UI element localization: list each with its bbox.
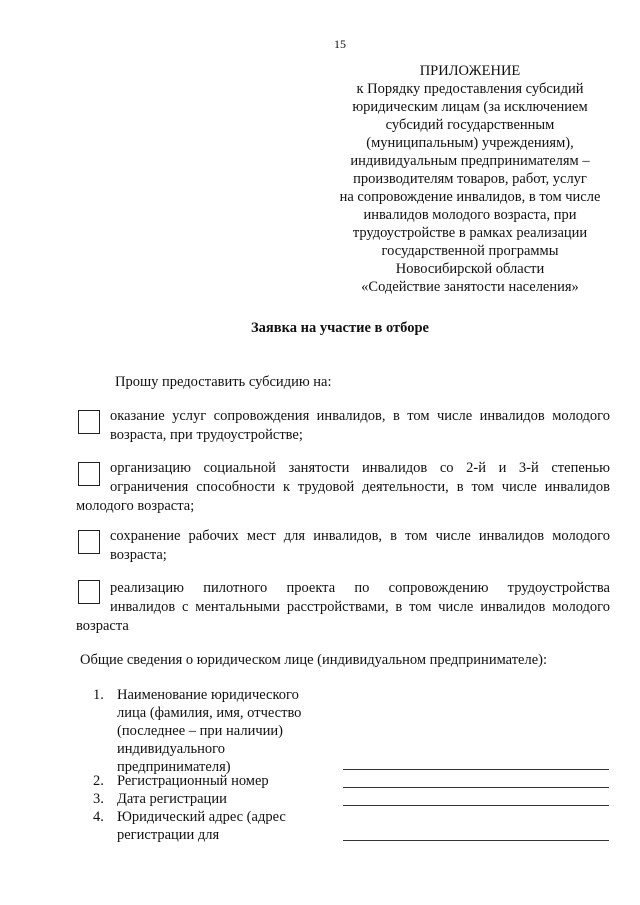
option-4-text	[78, 579, 610, 636]
appendix-line: Новосибирской области	[395, 261, 545, 277]
appendix-line: (муниципальным) учреждениям),	[366, 135, 574, 151]
item-1-answer-line[interactable]	[343, 769, 609, 770]
item-4-line: регистрации для	[117, 827, 220, 843]
item-2-number: 2.	[93, 773, 104, 789]
appendix-block	[330, 62, 610, 296]
item-4	[93, 808, 317, 844]
option-1-text	[78, 407, 610, 445]
item-3-line: Дата регистрации	[117, 791, 227, 807]
appendix-line: инвалидов молодого возраста, при	[363, 207, 577, 223]
appendix-line: государственной программы	[381, 243, 559, 259]
option-4-line2: инвалидов с ментальными расстройствами, в том числе инвалидов молодого	[110, 599, 610, 615]
option-3-line2: возраста;	[110, 547, 167, 563]
general-info-heading: Общие сведения о юридическом лице (индивидуальном предпринимателе):	[80, 652, 548, 668]
option-4-line1: реализацию пилотного проекта по сопровождению трудоустройства	[110, 580, 610, 596]
item-4-line: Юридический адрес (адрес	[117, 809, 286, 825]
item-1-line: индивидуального	[117, 741, 225, 757]
option-1-line2: возраста, при трудоустройстве;	[110, 427, 303, 443]
appendix-heading: ПРИЛОЖЕНИЕ	[419, 63, 521, 79]
appendix-line: трудоустройстве в рамках реализации	[352, 225, 588, 241]
item-2-answer-line[interactable]	[343, 787, 609, 788]
option-3-line1: сохранение рабочих мест для инвалидов, в том числе инвалидов молодого	[110, 528, 610, 544]
item-3-number: 3.	[93, 791, 104, 807]
option-1-line1: оказание услуг сопровождения инвалидов, в том числе инвалидов молодого	[110, 408, 610, 424]
item-4-answer-line[interactable]	[343, 840, 609, 841]
item-2	[93, 772, 317, 790]
option-2-line3: молодого возраста;	[76, 498, 195, 514]
appendix-line: к Порядку предоставления субсидий	[356, 81, 584, 97]
appendix-line: производителям товаров, работ, услуг	[353, 171, 587, 187]
appendix-line: на сопровождение инвалидов, в том числе	[339, 189, 601, 205]
option-3-text	[78, 527, 610, 565]
item-4-number: 4.	[93, 809, 104, 825]
item-1-line: предпринимателя)	[117, 759, 231, 775]
item-2-line: Регистрационный номер	[117, 773, 269, 789]
appendix-line: субсидий государственным	[385, 117, 555, 133]
item-1-number: 1.	[93, 687, 104, 703]
appendix-line: индивидуальным предпринимателям –	[350, 153, 590, 169]
item-1	[93, 686, 317, 776]
document-title: Заявка на участие в отборе	[251, 320, 429, 336]
appendix-line: юридическим лицам (за исключением	[352, 99, 588, 115]
item-1-line: Наименование юридического	[117, 687, 299, 703]
option-2-line2: ограничения способности к трудовой деятельности, в том числе инвалидов	[110, 479, 610, 495]
option-2-line1: организацию социальной занятости инвалидов со 2-й и 3-й степенью	[110, 460, 610, 476]
intro-text: Прошу предоставить субсидию на:	[115, 374, 332, 390]
page-number: 15	[334, 37, 346, 51]
item-1-line: (последнее – при наличии)	[117, 723, 283, 739]
item-1-line: лица (фамилия, имя, отчество	[117, 705, 302, 721]
item-3	[93, 790, 317, 808]
item-3-answer-line[interactable]	[343, 805, 609, 806]
appendix-line: «Содействие занятости населения»	[361, 279, 579, 295]
option-2-text	[78, 459, 610, 516]
option-4-line3: возраста	[76, 618, 129, 634]
